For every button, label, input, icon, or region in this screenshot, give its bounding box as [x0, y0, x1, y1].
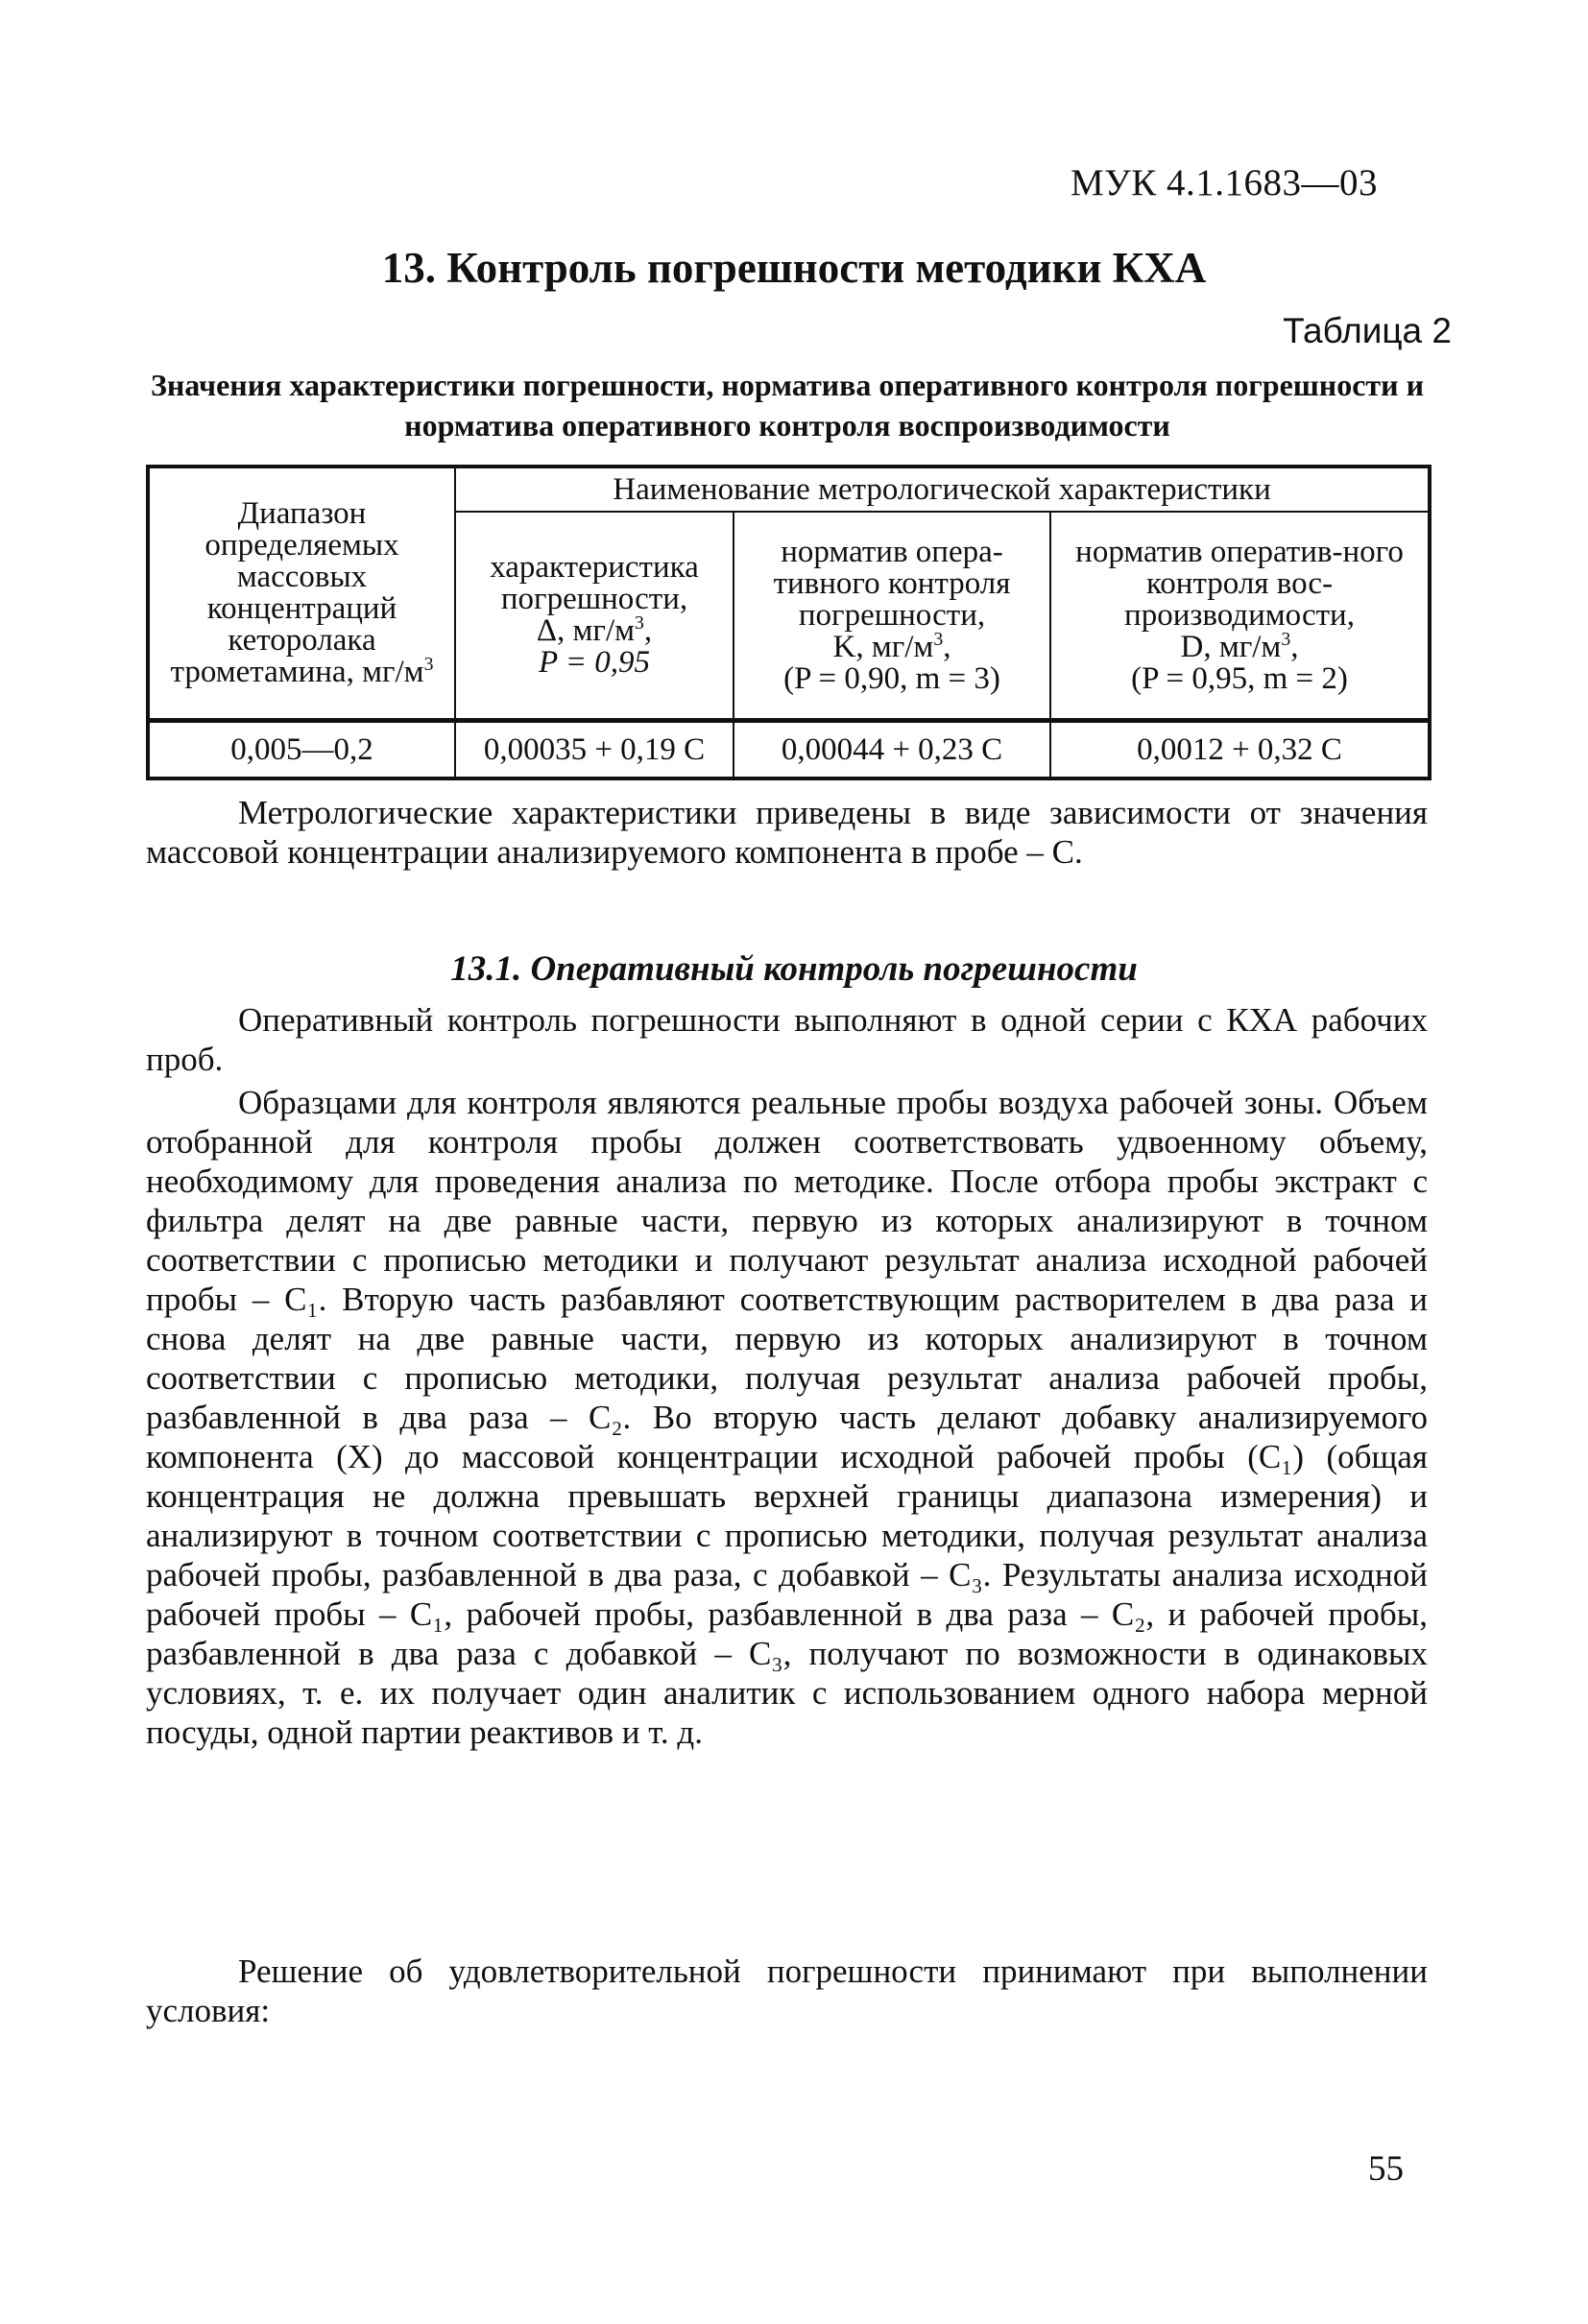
document-code: МУК 4.1.1683—03	[1071, 162, 1379, 204]
table-row	[148, 721, 1430, 779]
metrology-table	[146, 465, 1432, 780]
page-number: 55	[1368, 2149, 1404, 2189]
paragraph-decision-condition: Решение об удовлетворительной погрешности принимают при выполнении условия:	[146, 1953, 1428, 2029]
header-error-control-norm: норматив опера-тивного контроля погрешности, K, $мг/м^3$, (P = 0,90, m = 3)	[734, 512, 1050, 721]
header-error-characteristic: характеристика погрешности, Δ, $мг/м^3$, P = 0,95	[455, 512, 734, 721]
cell-delta: 0,00035 + 0,19 C	[455, 721, 734, 779]
paragraph-operational-control: Оперативный контроль погрешности выполняют в одной серии с КХА рабочих проб.	[146, 1001, 1428, 1078]
section-title: 13. Контроль погрешности методики КХА	[381, 244, 1207, 292]
table-header-row	[148, 467, 1430, 512]
header-reproducibility-control-norm: норматив оператив-ного контроля вос-производимости, D, $мг/м^3$, (P = 0,95, m = 2)	[1050, 512, 1430, 721]
table-label: Таблица 2	[1283, 311, 1452, 350]
header-metrology-group: Наименование метрологической характеристики	[455, 467, 1430, 512]
subsection-title: 13.1. Оперативный контроль погрешности	[450, 949, 1138, 989]
table-caption: Значения характеристики погрешности, норматива оперативного контроля погрешности и норматива оперативного контроля воспроизводимости	[150, 368, 1425, 443]
cell-d: 0,0012 + 0,32 C	[1050, 721, 1430, 779]
header-concentration-range: Диапазон определяемых массовых концентраций кеторолака трометамина, $мг/м^3$	[148, 467, 455, 721]
cell-k: 0,00044 + 0,23 C	[734, 721, 1050, 779]
cell-range: 0,005—0,2	[148, 721, 455, 779]
paragraph-metrology-note: Метрологические характеристики приведены в виде зависимости от значения массовой концентрации анализируемого компонента в пробе – C.	[146, 794, 1428, 871]
paragraph-control-samples: Образцами для контроля являются реальные пробы воздуха рабочей зоны. Объем отобранной для контроля пробы должен соответствовать удвоенному объему, необходимому для проведения анализа по методике. После отбора пробы экстракт с фильтра делят на две равные части, первую из которых анализируют в точном соответствии с прописью методики и получают результат анализа исходной рабочей пробы – C₁. Вторую часть разбавляют соответствующим растворителем в два раза и снова делят на две равные части, первую из которых анализируют в точном соответствии с прописью методики, получая результат анализа рабочей пробы, разбавленной в два раза – C₂. Во вторую часть делают добавку анализируемого компонента (X) до массовой концентрации исходной рабочей пробы (C₁) (общая концентрация не должна превышать верхней границы диапазона измерения) и анализируют в точном соответствии с прописью методики, получая результат анализа рабочей пробы, разбавленной в два раза, с добавкой – C₃. Результаты анализа исходной рабочей пробы – C₁, рабочей пробы, разбавленной в два раза – C₂, и рабочей пробы, разбавленной в два раза с добавкой – C₃, получают по возможности в одинаковых условиях, т. е. их получает один аналитик с использованием одного набора мерной посуды, одной партии реактивов и т. д.	[146, 1084, 1428, 1751]
